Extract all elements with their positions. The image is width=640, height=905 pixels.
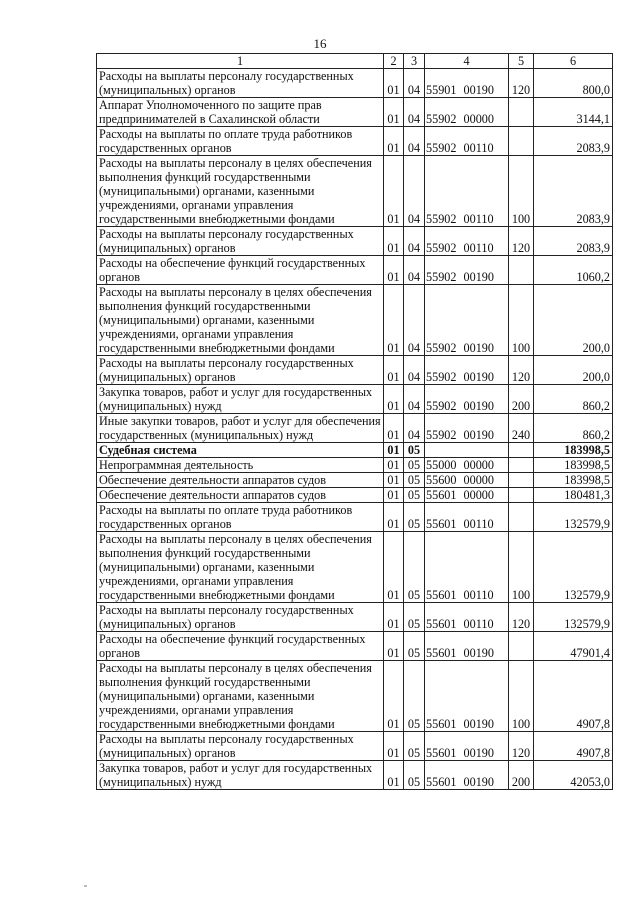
row-target-article: 55601 00190 — [425, 761, 509, 790]
row-name: Аппарат Уполномоченного по защите прав предпринимателей в Сахалинской области — [97, 98, 384, 127]
table-row — [97, 227, 613, 256]
row-section: 01 — [384, 473, 404, 488]
row-section: 01 — [384, 532, 404, 603]
column-header-target-article: 4 — [425, 54, 509, 69]
row-expense-type — [509, 127, 534, 156]
row-target-article: 55601 00110 — [425, 603, 509, 632]
row-expense-type — [509, 256, 534, 285]
row-name: Закупка товаров, работ и услуг для государственных (муниципальных) нужд — [97, 761, 384, 790]
row-amount: 183998,5 — [534, 443, 613, 458]
row-expense-type — [509, 98, 534, 127]
row-amount: 2083,9 — [534, 227, 613, 256]
row-subsection: 04 — [404, 69, 425, 98]
row-amount: 183998,5 — [534, 473, 613, 488]
row-name: Расходы на обеспечение функций государственных органов — [97, 632, 384, 661]
row-target-article: 55902 00190 — [425, 285, 509, 356]
row-section: 01 — [384, 156, 404, 227]
table-row — [97, 761, 613, 790]
row-target-article: 55902 00110 — [425, 127, 509, 156]
row-amount: 47901,4 — [534, 632, 613, 661]
row-target-article — [425, 443, 509, 458]
row-amount: 200,0 — [534, 285, 613, 356]
row-section: 01 — [384, 356, 404, 385]
row-expense-type: 120 — [509, 603, 534, 632]
row-subsection: 05 — [404, 503, 425, 532]
column-header-expense-type: 5 — [509, 54, 534, 69]
row-subsection: 05 — [404, 632, 425, 661]
row-expense-type — [509, 443, 534, 458]
table-row — [97, 532, 613, 603]
row-name: Расходы на выплаты персоналу государственных (муниципальных) органов — [97, 69, 384, 98]
row-expense-type: 120 — [509, 227, 534, 256]
row-name: Судебная система — [97, 443, 384, 458]
row-subsection: 04 — [404, 414, 425, 443]
column-header-section: 2 — [384, 54, 404, 69]
row-subsection: 04 — [404, 285, 425, 356]
row-section: 01 — [384, 127, 404, 156]
column-header-subsection: 3 — [404, 54, 425, 69]
row-amount: 132579,9 — [534, 603, 613, 632]
row-section: 01 — [384, 414, 404, 443]
page-number: 16 — [313, 36, 327, 51]
row-subsection: 05 — [404, 661, 425, 732]
row-expense-type — [509, 632, 534, 661]
row-name: Расходы на выплаты по оплате труда работников государственных органов — [97, 503, 384, 532]
table-row — [97, 285, 613, 356]
table-row — [97, 127, 613, 156]
row-target-article: 55000 00000 — [425, 458, 509, 473]
row-name: Непрограммная деятельность — [97, 458, 384, 473]
row-subsection: 04 — [404, 256, 425, 285]
table-row — [97, 503, 613, 532]
table-body — [97, 69, 613, 790]
row-target-article: 55601 00000 — [425, 488, 509, 503]
row-name: Иные закупки товаров, работ и услуг для обеспечения государственных (муниципальных) нужд — [97, 414, 384, 443]
row-subsection: 05 — [404, 761, 425, 790]
row-name: Расходы на выплаты персоналу в целях обеспечения выполнения функций государственными (муниципальными) органами, казенными учреждениями, органами управления государственными внебюджетными фондами — [97, 532, 384, 603]
row-name: Обеспечение деятельности аппаратов судов — [97, 473, 384, 488]
scan-speck — [84, 885, 87, 887]
row-target-article: 55902 00110 — [425, 156, 509, 227]
row-section: 01 — [384, 661, 404, 732]
row-target-article: 55601 00110 — [425, 532, 509, 603]
row-target-article: 55902 00000 — [425, 98, 509, 127]
row-target-article: 55601 00110 — [425, 503, 509, 532]
row-expense-type: 100 — [509, 661, 534, 732]
row-name: Расходы на выплаты персоналу в целях обеспечения выполнения функций государственными (муниципальными) органами, казенными учреждениями, органами управления государственными внебюджетными фондами — [97, 156, 384, 227]
row-amount: 2083,9 — [534, 127, 613, 156]
row-expense-type: 120 — [509, 356, 534, 385]
row-subsection: 05 — [404, 458, 425, 473]
row-amount: 4907,8 — [534, 661, 613, 732]
table-row — [97, 603, 613, 632]
row-amount: 200,0 — [534, 356, 613, 385]
column-header-name: 1 — [97, 54, 384, 69]
row-target-article: 55600 00000 — [425, 473, 509, 488]
row-section: 01 — [384, 443, 404, 458]
budget-table — [96, 53, 613, 790]
row-expense-type: 200 — [509, 385, 534, 414]
row-amount: 2083,9 — [534, 156, 613, 227]
row-subsection: 05 — [404, 488, 425, 503]
row-section: 01 — [384, 256, 404, 285]
row-section: 01 — [384, 98, 404, 127]
row-target-article: 55902 00190 — [425, 356, 509, 385]
row-name: Расходы на выплаты персоналу государственных (муниципальных) органов — [97, 732, 384, 761]
row-amount: 1060,2 — [534, 256, 613, 285]
row-subsection: 04 — [404, 227, 425, 256]
row-subsection: 04 — [404, 356, 425, 385]
table-row — [97, 256, 613, 285]
table-row — [97, 414, 613, 443]
row-expense-type: 100 — [509, 285, 534, 356]
row-name: Расходы на выплаты по оплате труда работников государственных органов — [97, 127, 384, 156]
row-amount: 132579,9 — [534, 503, 613, 532]
table-row — [97, 69, 613, 98]
row-amount: 860,2 — [534, 385, 613, 414]
row-expense-type — [509, 473, 534, 488]
row-subsection: 05 — [404, 443, 425, 458]
row-expense-type: 100 — [509, 532, 534, 603]
row-section: 01 — [384, 503, 404, 532]
row-name: Расходы на выплаты персоналу государственных (муниципальных) органов — [97, 603, 384, 632]
row-subsection: 04 — [404, 156, 425, 227]
table-row — [97, 385, 613, 414]
row-subsection: 05 — [404, 603, 425, 632]
row-subsection: 05 — [404, 532, 425, 603]
row-amount: 42053,0 — [534, 761, 613, 790]
row-name: Расходы на выплаты персоналу государственных (муниципальных) органов — [97, 227, 384, 256]
table-row — [97, 443, 613, 458]
row-name: Расходы на обеспечение функций государственных органов — [97, 256, 384, 285]
row-target-article: 55601 00190 — [425, 732, 509, 761]
table-row — [97, 732, 613, 761]
row-expense-type: 240 — [509, 414, 534, 443]
row-name: Расходы на выплаты персоналу в целях обеспечения выполнения функций государственными (муниципальными) органами, казенными учреждениями, органами управления государственными внебюджетными фондами — [97, 285, 384, 356]
row-target-article: 55601 00190 — [425, 632, 509, 661]
row-name: Обеспечение деятельности аппаратов судов — [97, 488, 384, 503]
row-section: 01 — [384, 603, 404, 632]
row-section: 01 — [384, 632, 404, 661]
row-expense-type — [509, 503, 534, 532]
row-expense-type: 100 — [509, 156, 534, 227]
row-amount: 800,0 — [534, 69, 613, 98]
table-row — [97, 98, 613, 127]
column-header-amount: 6 — [534, 54, 613, 69]
table-row — [97, 632, 613, 661]
table-row — [97, 156, 613, 227]
row-target-article: 55901 00190 — [425, 69, 509, 98]
table-row — [97, 473, 613, 488]
table-row — [97, 488, 613, 503]
row-subsection: 05 — [404, 732, 425, 761]
row-target-article: 55902 00190 — [425, 414, 509, 443]
row-target-article: 55902 00190 — [425, 256, 509, 285]
row-expense-type: 120 — [509, 732, 534, 761]
row-expense-type — [509, 488, 534, 503]
row-section: 01 — [384, 69, 404, 98]
row-expense-type: 200 — [509, 761, 534, 790]
row-subsection: 04 — [404, 98, 425, 127]
table-row — [97, 458, 613, 473]
table-row — [97, 356, 613, 385]
row-subsection: 04 — [404, 385, 425, 414]
row-subsection: 04 — [404, 127, 425, 156]
header-row — [97, 54, 613, 69]
row-amount: 183998,5 — [534, 458, 613, 473]
row-target-article: 55902 00110 — [425, 227, 509, 256]
row-amount: 132579,9 — [534, 532, 613, 603]
row-name: Расходы на выплаты персоналу государственных (муниципальных) органов — [97, 356, 384, 385]
row-amount: 180481,3 — [534, 488, 613, 503]
table-row — [97, 661, 613, 732]
row-target-article: 55902 00190 — [425, 385, 509, 414]
row-expense-type: 120 — [509, 69, 534, 98]
row-target-article: 55601 00190 — [425, 661, 509, 732]
row-section: 01 — [384, 285, 404, 356]
row-amount: 3144,1 — [534, 98, 613, 127]
row-amount: 860,2 — [534, 414, 613, 443]
row-amount: 4907,8 — [534, 732, 613, 761]
row-section: 01 — [384, 227, 404, 256]
row-name: Расходы на выплаты персоналу в целях обеспечения выполнения функций государственными (муниципальными) органами, казенными учреждениями, органами управления государственными внебюджетными фондами — [97, 661, 384, 732]
row-section: 01 — [384, 385, 404, 414]
row-section: 01 — [384, 732, 404, 761]
row-subsection: 05 — [404, 473, 425, 488]
row-section: 01 — [384, 458, 404, 473]
row-name: Закупка товаров, работ и услуг для государственных (муниципальных) нужд — [97, 385, 384, 414]
row-expense-type — [509, 458, 534, 473]
row-section: 01 — [384, 488, 404, 503]
row-section: 01 — [384, 761, 404, 790]
